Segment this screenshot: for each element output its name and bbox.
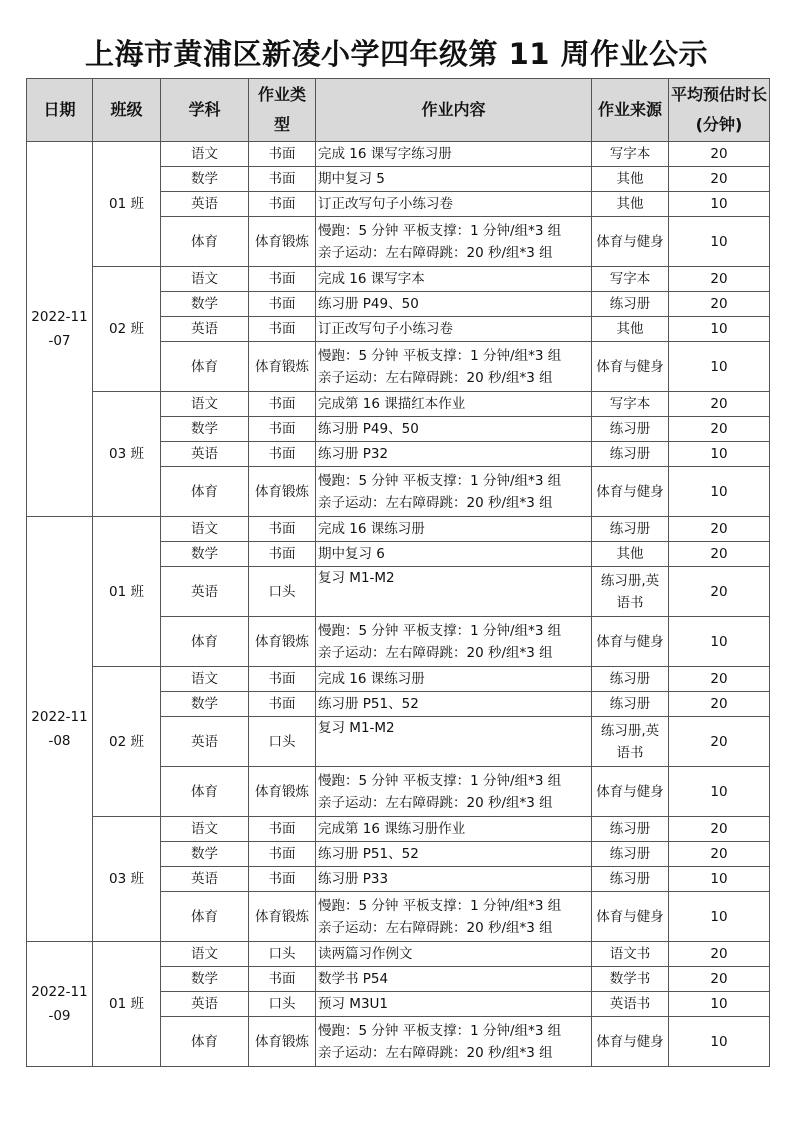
type-cell: 书面 <box>249 842 316 867</box>
source-cell: 练习册 <box>592 867 669 892</box>
subject-cell: 英语 <box>161 317 249 342</box>
content-cell: 完成 16 课写字本 <box>316 267 592 292</box>
subject-cell: 语文 <box>161 817 249 842</box>
content-cell: 复习 M1-M2 <box>316 567 592 617</box>
content-cell: 订正改写句子小练习卷 <box>316 192 592 217</box>
source-cell: 练习册 <box>592 667 669 692</box>
type-cell: 书面 <box>249 442 316 467</box>
content-cell: 期中复习 6 <box>316 542 592 567</box>
source-cell: 练习册 <box>592 517 669 542</box>
minutes-cell: 20 <box>669 842 770 867</box>
minutes-cell: 10 <box>669 867 770 892</box>
source-cell: 写字本 <box>592 142 669 167</box>
subject-cell: 英语 <box>161 567 249 617</box>
type-cell: 书面 <box>249 667 316 692</box>
minutes-cell: 20 <box>669 392 770 417</box>
content-cell: 练习册 P49、50 <box>316 417 592 442</box>
content-cell: 慢跑：5 分钟 平板支撑：1 分钟/组*3 组 亲子运动：左右障碍跳：20 秒/组*3 组 <box>316 467 592 517</box>
type-cell: 书面 <box>249 142 316 167</box>
source-cell: 练习册 <box>592 442 669 467</box>
subject-cell: 体育 <box>161 342 249 392</box>
minutes-cell: 10 <box>669 617 770 667</box>
type-cell: 口头 <box>249 567 316 617</box>
type-cell: 口头 <box>249 942 316 967</box>
content-cell: 练习册 P51、52 <box>316 842 592 867</box>
subject-cell: 英语 <box>161 867 249 892</box>
source-cell: 体育与健身 <box>592 342 669 392</box>
class-cell: 02 班 <box>93 667 161 817</box>
source-cell: 英语书 <box>592 992 669 1017</box>
table-row <box>27 942 770 967</box>
minutes-cell: 10 <box>669 442 770 467</box>
homework-table <box>26 78 770 1067</box>
subject-cell: 数学 <box>161 692 249 717</box>
subject-cell: 语文 <box>161 267 249 292</box>
minutes-cell: 20 <box>669 517 770 542</box>
header-subject: 学科 <box>161 79 249 142</box>
type-cell: 书面 <box>249 192 316 217</box>
subject-cell: 体育 <box>161 892 249 942</box>
table-row <box>27 817 770 842</box>
minutes-cell: 20 <box>669 942 770 967</box>
source-cell: 体育与健身 <box>592 892 669 942</box>
subject-cell: 英语 <box>161 192 249 217</box>
subject-cell: 数学 <box>161 292 249 317</box>
header-type: 作业类型 <box>249 79 316 142</box>
subject-cell: 数学 <box>161 967 249 992</box>
content-cell: 数学书 P54 <box>316 967 592 992</box>
type-cell: 体育锻炼 <box>249 342 316 392</box>
subject-cell: 语文 <box>161 392 249 417</box>
content-cell: 完成 16 课练习册 <box>316 517 592 542</box>
source-cell: 写字本 <box>592 267 669 292</box>
class-cell: 01 班 <box>93 942 161 1067</box>
type-cell: 体育锻炼 <box>249 617 316 667</box>
header-content: 作业内容 <box>316 79 592 142</box>
source-cell: 练习册,英 语书 <box>592 717 669 767</box>
source-cell: 练习册 <box>592 417 669 442</box>
subject-cell: 数学 <box>161 417 249 442</box>
subject-cell: 数学 <box>161 167 249 192</box>
content-cell: 练习册 P51、52 <box>316 692 592 717</box>
header-date: 日期 <box>27 79 93 142</box>
minutes-cell: 20 <box>669 292 770 317</box>
minutes-cell: 10 <box>669 992 770 1017</box>
source-cell: 其他 <box>592 167 669 192</box>
table-row <box>27 267 770 292</box>
subject-cell: 体育 <box>161 467 249 517</box>
type-cell: 书面 <box>249 517 316 542</box>
content-cell: 慢跑：5 分钟 平板支撑：1 分钟/组*3 组 亲子运动：左右障碍跳：20 秒/组*3 组 <box>316 342 592 392</box>
type-cell: 书面 <box>249 292 316 317</box>
type-cell: 口头 <box>249 992 316 1017</box>
header-class: 班级 <box>93 79 161 142</box>
type-cell: 书面 <box>249 267 316 292</box>
type-cell: 口头 <box>249 717 316 767</box>
type-cell: 书面 <box>249 692 316 717</box>
minutes-cell: 20 <box>669 142 770 167</box>
content-cell: 练习册 P32 <box>316 442 592 467</box>
type-cell: 书面 <box>249 867 316 892</box>
page-title: 上海市黄浦区新凌小学四年级第 11 周作业公示 <box>84 37 709 71</box>
subject-cell: 英语 <box>161 442 249 467</box>
table-row <box>27 142 770 167</box>
header-source: 作业来源 <box>592 79 669 142</box>
minutes-cell: 20 <box>669 692 770 717</box>
minutes-cell: 10 <box>669 192 770 217</box>
source-cell: 其他 <box>592 192 669 217</box>
content-cell: 期中复习 5 <box>316 167 592 192</box>
source-cell: 语文书 <box>592 942 669 967</box>
type-cell: 书面 <box>249 317 316 342</box>
source-cell: 其他 <box>592 542 669 567</box>
source-cell: 练习册 <box>592 292 669 317</box>
content-cell: 完成第 16 课练习册作业 <box>316 817 592 842</box>
source-cell: 数学书 <box>592 967 669 992</box>
minutes-cell: 10 <box>669 892 770 942</box>
class-cell: 03 班 <box>93 392 161 517</box>
content-cell: 复习 M1-M2 <box>316 717 592 767</box>
minutes-cell: 10 <box>669 1017 770 1067</box>
header-minutes: 平均预估时长(分钟) <box>669 79 770 142</box>
class-cell: 01 班 <box>93 142 161 267</box>
source-cell: 体育与健身 <box>592 617 669 667</box>
subject-cell: 语文 <box>161 942 249 967</box>
source-cell: 体育与健身 <box>592 467 669 517</box>
minutes-cell: 20 <box>669 567 770 617</box>
subject-cell: 体育 <box>161 217 249 267</box>
source-cell: 练习册,英 语书 <box>592 567 669 617</box>
source-cell: 体育与健身 <box>592 767 669 817</box>
minutes-cell: 20 <box>669 717 770 767</box>
minutes-cell: 10 <box>669 467 770 517</box>
content-cell: 完成 16 课练习册 <box>316 667 592 692</box>
source-cell: 练习册 <box>592 842 669 867</box>
type-cell: 书面 <box>249 817 316 842</box>
class-cell: 03 班 <box>93 817 161 942</box>
content-cell: 练习册 P33 <box>316 867 592 892</box>
class-cell: 02 班 <box>93 267 161 392</box>
subject-cell: 体育 <box>161 1017 249 1067</box>
date-cell: 2022-11-07 <box>27 142 93 517</box>
minutes-cell: 20 <box>669 167 770 192</box>
minutes-cell: 20 <box>669 542 770 567</box>
type-cell: 体育锻炼 <box>249 892 316 942</box>
type-cell: 书面 <box>249 167 316 192</box>
minutes-cell: 10 <box>669 342 770 392</box>
minutes-cell: 10 <box>669 317 770 342</box>
content-cell: 慢跑：5 分钟 平板支撑：1 分钟/组*3 组 亲子运动：左右障碍跳：20 秒/组*3 组 <box>316 767 592 817</box>
subject-cell: 数学 <box>161 542 249 567</box>
type-cell: 体育锻炼 <box>249 1017 316 1067</box>
content-cell: 慢跑：5 分钟 平板支撑：1 分钟/组*3 组 亲子运动：左右障碍跳：20 秒/组*3 组 <box>316 892 592 942</box>
table-body <box>27 142 770 1067</box>
table-row <box>27 667 770 692</box>
content-cell: 慢跑：5 分钟 平板支撑：1 分钟/组*3 组 亲子运动：左右障碍跳：20 秒/组*3 组 <box>316 1017 592 1067</box>
content-cell: 预习 M3U1 <box>316 992 592 1017</box>
minutes-cell: 20 <box>669 267 770 292</box>
table-row <box>27 517 770 542</box>
subject-cell: 体育 <box>161 617 249 667</box>
minutes-cell: 20 <box>669 667 770 692</box>
subject-cell: 数学 <box>161 842 249 867</box>
minutes-cell: 20 <box>669 967 770 992</box>
type-cell: 体育锻炼 <box>249 217 316 267</box>
minutes-cell: 20 <box>669 417 770 442</box>
content-cell: 慢跑：5 分钟 平板支撑：1 分钟/组*3 组 亲子运动：左右障碍跳：20 秒/组*3 组 <box>316 617 592 667</box>
type-cell: 书面 <box>249 967 316 992</box>
type-cell: 书面 <box>249 542 316 567</box>
source-cell: 体育与健身 <box>592 1017 669 1067</box>
type-cell: 书面 <box>249 392 316 417</box>
subject-cell: 英语 <box>161 992 249 1017</box>
content-cell: 订正改写句子小练习卷 <box>316 317 592 342</box>
source-cell: 写字本 <box>592 392 669 417</box>
minutes-cell: 10 <box>669 767 770 817</box>
content-cell: 读两篇习作例文 <box>316 942 592 967</box>
subject-cell: 英语 <box>161 717 249 767</box>
table-row <box>27 392 770 417</box>
type-cell: 体育锻炼 <box>249 467 316 517</box>
minutes-cell: 10 <box>669 217 770 267</box>
content-cell: 完成 16 课写字练习册 <box>316 142 592 167</box>
subject-cell: 语文 <box>161 667 249 692</box>
type-cell: 体育锻炼 <box>249 767 316 817</box>
content-cell: 练习册 P49、50 <box>316 292 592 317</box>
content-cell: 完成第 16 课描红本作业 <box>316 392 592 417</box>
source-cell: 练习册 <box>592 817 669 842</box>
source-cell: 练习册 <box>592 692 669 717</box>
subject-cell: 语文 <box>161 517 249 542</box>
subject-cell: 体育 <box>161 767 249 817</box>
source-cell: 体育与健身 <box>592 217 669 267</box>
date-cell: 2022-11-09 <box>27 942 93 1067</box>
date-cell: 2022-11-08 <box>27 517 93 942</box>
minutes-cell: 20 <box>669 817 770 842</box>
subject-cell: 语文 <box>161 142 249 167</box>
header-row <box>27 79 770 142</box>
type-cell: 书面 <box>249 417 316 442</box>
source-cell: 其他 <box>592 317 669 342</box>
content-cell: 慢跑：5 分钟 平板支撑：1 分钟/组*3 组 亲子运动：左右障碍跳：20 秒/组*3 组 <box>316 217 592 267</box>
class-cell: 01 班 <box>93 517 161 667</box>
